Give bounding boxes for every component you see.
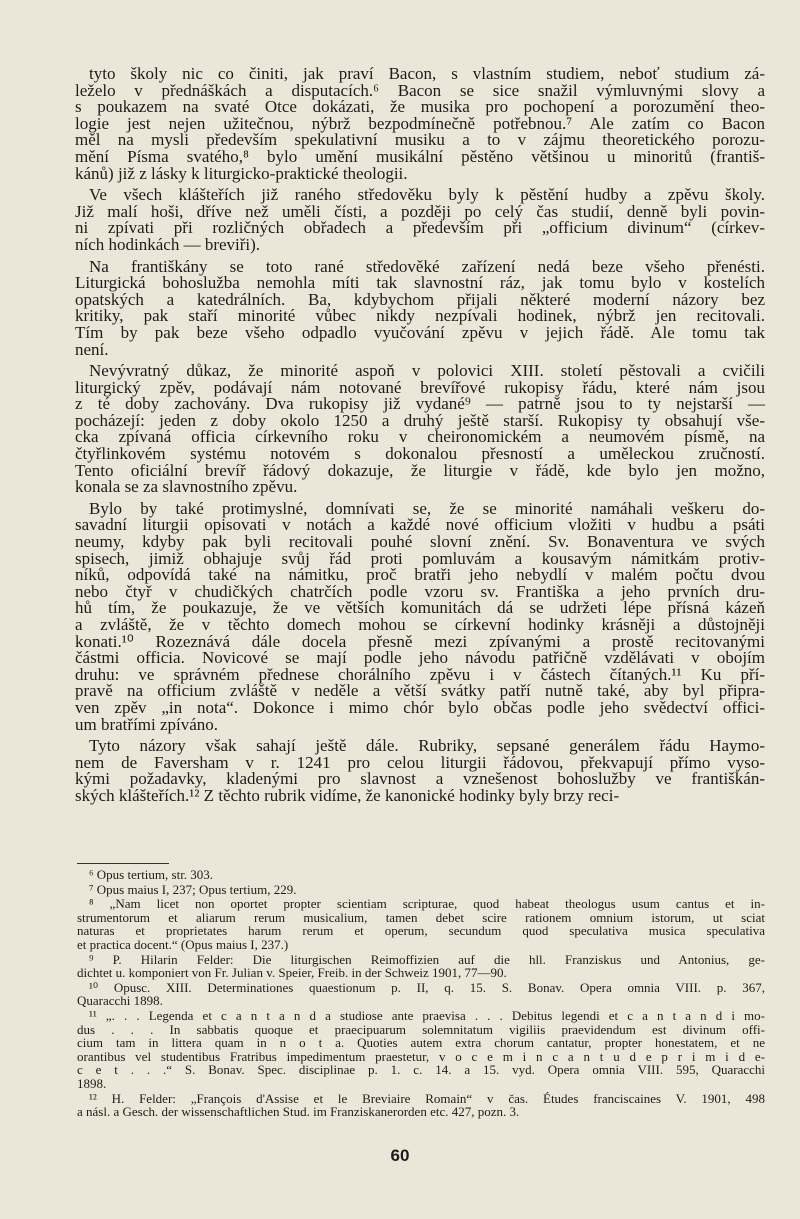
text-line: cium tam in littera quam in n o t a. Quoties autem extra chorum cantatur, propter honestatem, et ne [77, 1035, 765, 1051]
text-line: dus . . . In sabbatis quoque et praecipuarum solemnitatum vigiliis praevidendum est divinum offi- [77, 1021, 765, 1037]
footnote [77, 981, 765, 1008]
paragraph [75, 738, 765, 804]
text-line: 1898. [77, 1075, 107, 1091]
text-line: níků, odpovídá také na námitku, proč bratři jeho nebydlí v malém počtu dvou [75, 565, 765, 585]
text-line: Nevývratný důkaz, že minorité aspoň v polovici XIII. století pěstovali a cvičili [89, 361, 765, 381]
paragraph [75, 498, 765, 734]
text-line: druhu: ve správném přednese chorálního zpěvu i v částech čítaných.¹¹ Ku pří- [75, 664, 765, 684]
text-line: ni zpívati při rozličných obřadech a především při „officium divinum“ (církev- [75, 218, 765, 238]
text-line: tyto školy nic co činiti, jak praví Bacon, s vlastním studiem, neboť studium zá- [89, 64, 765, 83]
footnote [77, 1009, 765, 1091]
text-line: Ve všech klášteřích již raného středověku byly k pěstění hudby a zpěvu školy. [89, 185, 765, 205]
text-line: konala se za slavnostního zpěvu. [75, 477, 298, 497]
text-line: ⁹ P. Hilarin Felder: Die liturgischen Reimoffizien auf die hll. Franziskus und Antonius, ge- [89, 951, 765, 967]
text-line: leželo v přednáškách a disputacích.⁶ Bacon se sice snažil výmluvnými slovy a [75, 80, 765, 100]
text-line: Tyto názory však sahají ještě dále. Rubriky, sepsané generálem řádu Haymo- [89, 736, 765, 756]
footnote [77, 1092, 765, 1119]
text-line: Quaracchi 1898. [77, 993, 163, 1009]
text-line: nebo čtyř v chudičkých chatrčích podle vzoru sv. Františka a jeho prvních dru- [75, 581, 765, 601]
text-line: spisech, jimiž obhajuje svůj řád proti pomluvám a kousavým námitkám protiv- [75, 548, 765, 568]
paragraph [75, 256, 765, 359]
text-line: hů tím, že poukazuje, že ve větších komunitách dá se udržeti lépe přísná kázeň [75, 598, 765, 618]
text-line: Tím by pak beze všeho odpadlo vyučování zpěvu v jejich řádě. Ale tomu tak [75, 322, 765, 342]
text-line: ních hodinkách — breviři). [75, 234, 261, 254]
text-line: Bylo by také protimyslné, domnívati se, že se minorité namáhali veškeru do- [89, 498, 765, 518]
text-line: nem de Faversham v r. 1241 pro celou liturgii řádovou, překvapují přímo vyso- [75, 752, 765, 772]
text-line: ven zpěv „in nota“. Dokonce i mimo chór bylo občas podle jeho svědectví offici- [75, 697, 765, 717]
paragraph [75, 66, 765, 182]
text-line: cka zpívaná officia církevního roku v cheironomickém a neumovém písmě, na [75, 427, 765, 447]
page-number: 60 [390, 1146, 410, 1165]
paragraph [75, 363, 765, 496]
text-line: ⁶ Opus tertium, str. 303. [89, 867, 214, 882]
text-line: Na františkány se toto rané středověké zařízení nedá beze všeho přenésti. [89, 256, 765, 276]
text-line: mění Písma svatého,⁸ bylo umění musikální pěstěno většinou u minoritů (františ- [75, 146, 765, 166]
footnote [77, 883, 765, 897]
text-line: ¹¹ „. . . Legenda et c a n t a n d a studiose ante praevisa . . . Debitus legendi et c a n t a n d i mo- [89, 1007, 765, 1023]
text-line: z té doby zachovány. Dva rukopisy již vydané⁹ — patrně jsou to ty nejstarší — [75, 394, 765, 414]
footnote-separator [77, 863, 169, 864]
footnote [77, 953, 765, 980]
text-line: Již malí hoši, dříve než uměli čísti, a později po celý čas studií, denně byli povin- [75, 201, 765, 221]
text-line: a zvláště, že v těchto domech mohou se církevní hodinky krásněji a důstojněji [75, 615, 765, 634]
text-line: orantibus vel studentibus Fratribus impedimentum praestetur, v o c e m i n c a n t u d e p r i m i d e- [77, 1048, 765, 1064]
text-line: a násl. a Gesch. der wissenschaftlichen Stud. im Franziskanerorden etc. 427, pozn. 3. [77, 1104, 520, 1120]
text-line: strumentorum et aliarum rerum musicalium, tamen debet scire rationem omnium istorum, ut sciat [77, 909, 765, 925]
text-line: ských klášteřích.¹² Z těchto rubrik vidíme, že kanonické hodinky byly brzy reci- [75, 785, 620, 805]
footnotes [77, 868, 765, 1120]
text-line: ⁷ Opus maius I, 237; Opus tertium, 229. [89, 881, 297, 897]
text-line: měl na mysli především spekulativní musiku a to v zájmu theoretického porozu- [75, 130, 765, 150]
text-line: opatských a katedrálních. Ba, kdybychom přijali některé moderní názory bez [75, 289, 765, 309]
text-line: dichtet u. komponiert von Fr. Julian v. Speier, Freib. in der Schweiz 1901, 77—90. [77, 965, 507, 981]
text-line: kritiky, pak staří minorité vůbec nikdy nezpívali hodinek, nýbrž jen recitovali. [75, 306, 765, 326]
text-line: et practica docent.“ (Opus maius I, 237.) [77, 936, 289, 952]
text-line: neumy, kdyby pak byli recitovali pouhé slovní znění. Sv. Bonaventura ve svých [75, 532, 765, 552]
body-text [75, 66, 765, 810]
text-line: Tento oficiální brevíř řádový dokazuje, že liturgie v řádě, kde bylo jen možno, [75, 460, 765, 480]
footnote [77, 868, 765, 882]
text-line: pravě na officium zvláště v neděle a větší svátky patří nutně také, aby byl připra- [75, 681, 765, 701]
text-line: um bratřími zpíváno. [75, 714, 219, 734]
text-line: logie jest nejen užitečnou, nýbrž bezpodmínečně potřebnou.⁷ Ale zatím co Bacon [75, 113, 765, 133]
text-line: není. [75, 339, 109, 359]
text-line: c e t . . .“ S. Bonav. Spec. disciplinae p. 1. c. 14. a 15. vyd. Opera omnia VIII. 595, Quaracchi [77, 1062, 765, 1078]
text-line: ¹² H. Felder: „François d'Assise et le Breviaire Romain“ v čas. Études franciscaines V. 1901, 498 [89, 1090, 765, 1106]
text-line: liturgický zpěv, podávají nám notované brevířové rukopisy řádu, které nám jsou [75, 377, 765, 397]
footnote [77, 897, 765, 951]
text-line: kými požadavky, kladenými pro slavnost a vznešenost bohoslužby ve františkán- [75, 769, 765, 789]
text-line: kánů) již z lásky k liturgicko-praktické theologii. [75, 163, 408, 183]
text-line: pocházejí: jeden z doby okolo 1250 a druhý ještě starší. Rukopisy ty obsahují vše- [75, 410, 765, 430]
text-line: ¹⁰ Opusc. XIII. Determinationes quaestionum p. II, q. 15. S. Bonav. Opera omnia VIII. p. 367, [89, 979, 765, 995]
text-line: částmi officia. Novicové se mají podle jeho návodu patřičně vzdělávati v obojím [75, 648, 765, 668]
text-line: čtyřlinkovém systému notovém s dokonalou přesností a uměleckou zručností. [75, 444, 765, 464]
text-line: konati.¹⁰ Rozeznává dále docela přesně mezi zpívanými a prostě recitovanými [75, 631, 765, 651]
text-line: savadní liturgii opisovati v notách a každé nové officium vložiti v hudbu a psáti [75, 515, 765, 535]
text-line: s poukazem na svaté Otce dokázati, že musika pro pochopení a porozumění theo- [75, 97, 765, 117]
text-line: naturas et proprietates harum rerum et operum, secundum quod speculativa musica speculativa [77, 923, 765, 939]
text-line: Liturgická bohoslužba nemohla míti tak slavnostní ráz, jak tomu bylo v kostelích [75, 273, 765, 293]
text-line: ⁸ „Nam licet non oportet propter scientiam scripturae, quod habeat theologus usum cantus et in- [89, 896, 765, 912]
paragraph [75, 187, 765, 253]
